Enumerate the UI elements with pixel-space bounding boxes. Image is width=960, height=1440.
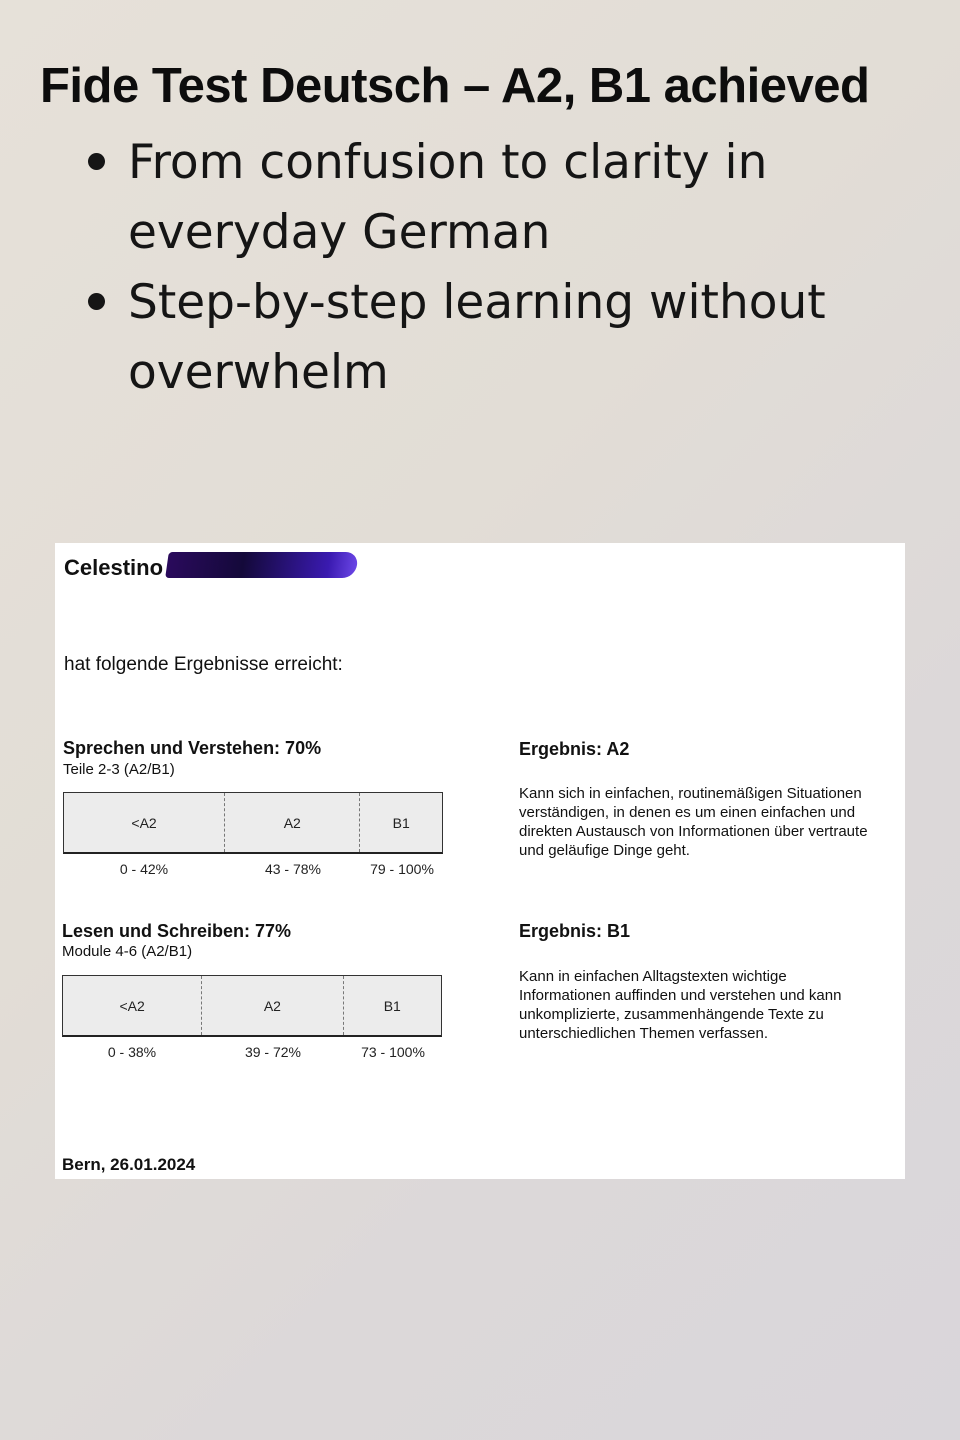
- level-segment: <A2: [63, 976, 202, 1035]
- level-bar-speaking: [63, 792, 443, 854]
- level-segment: <A2: [64, 793, 225, 852]
- range-label: 0 - 42%: [119, 861, 169, 877]
- level-segment: B1: [392, 814, 410, 831]
- result-title-reading: Ergebnis: B1: [519, 921, 631, 941]
- level-segment: A2: [225, 793, 360, 852]
- level-bar-reading: [62, 975, 442, 1037]
- level-segment: B1: [383, 997, 401, 1014]
- section-title-speaking: Sprechen und Verstehen: 70%: [63, 738, 322, 758]
- section-subtitle-speaking: Teile 2-3 (A2/B1): [63, 761, 175, 778]
- range-row-speaking: [63, 861, 443, 877]
- candidate-name: Celestino: [64, 555, 164, 580]
- bullet-dot-icon: [88, 153, 105, 170]
- bullet-list: [84, 128, 904, 408]
- range-label: 79 - 100%: [370, 861, 434, 877]
- range-row-reading: [62, 1044, 442, 1060]
- range-label: 73 - 100%: [361, 1044, 425, 1060]
- headline: Fide Test Deutsch – A2, B1 achieved: [40, 59, 870, 113]
- section-subtitle-reading: Module 4-6 (A2/B1): [62, 943, 193, 960]
- level-segment: A2: [202, 976, 343, 1035]
- bullet-item: [84, 128, 904, 268]
- range-label: 0 - 38%: [107, 1044, 157, 1060]
- bullet-text: Step-by-step learning without overwhelm: [128, 275, 826, 400]
- range-label: 43 - 78%: [264, 861, 322, 877]
- bullet-text: From confusion to clarity in everyday German: [128, 135, 768, 260]
- section-title-reading: Lesen und Schreiben: 77%: [62, 921, 292, 941]
- certificate-image: [55, 543, 905, 1179]
- place-date: Bern, 26.01.2024: [62, 1155, 196, 1174]
- result-text-reading: Kann in einfachen Alltagstexten wichtige Informationen auffinden und verstehen und kann unkomplizierte, zusammenhängende Texte zu unterschiedlichen Themen verfassen.: [519, 968, 842, 1042]
- bullet-dot-icon: [88, 293, 105, 310]
- result-text-speaking: Kann sich in einfachen, routinemäßigen Situationen verständigen, in denen es um einen einfachen und direkten Austausch von Informationen über vertraute und geläufige Dinge geht.: [519, 785, 868, 859]
- result-title-speaking: Ergebnis: A2: [519, 739, 630, 759]
- certificate-intro: hat folgende Ergebnisse erreicht:: [64, 654, 343, 675]
- bullet-item: [84, 268, 904, 408]
- range-label: 39 - 72%: [244, 1044, 302, 1060]
- redaction-mark: [165, 552, 359, 578]
